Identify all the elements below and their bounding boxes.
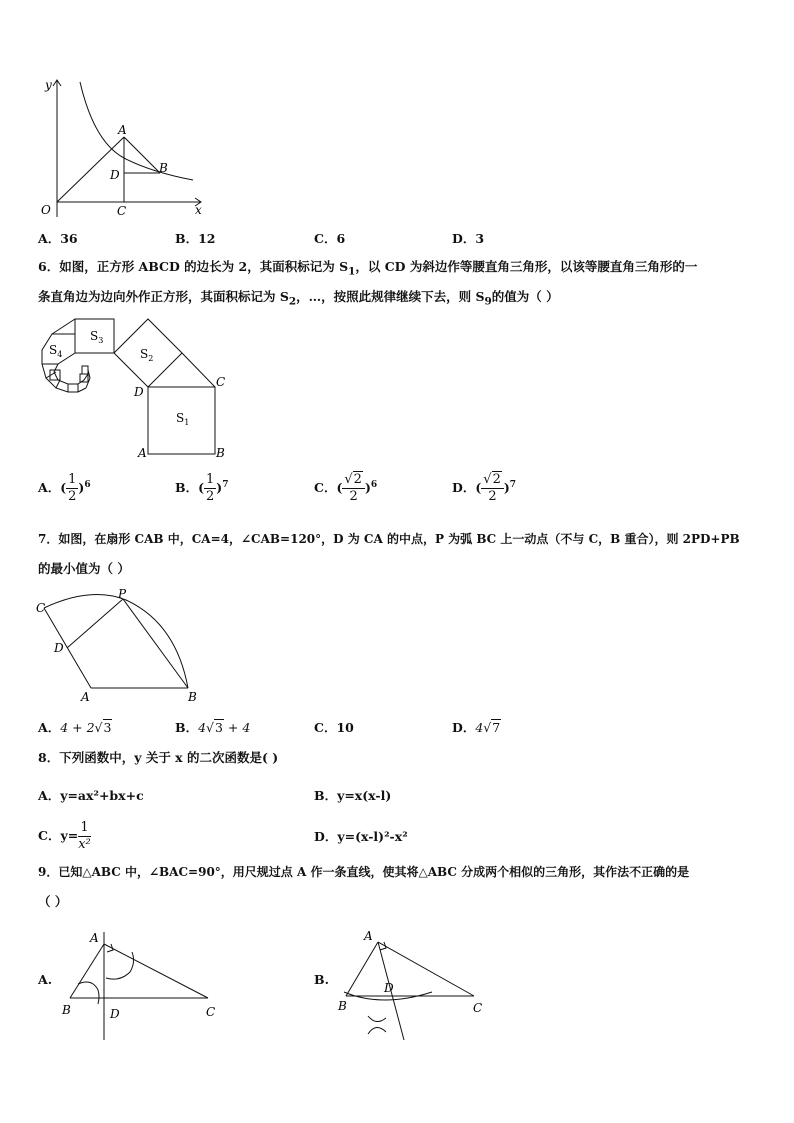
- q7-option-b-val: 4: [198, 720, 207, 735]
- q6-label-c: C: [216, 375, 226, 389]
- q6-stem-part3: 条直角边为边向外作正方形，其面积标记为 S: [38, 289, 289, 304]
- q7-option-a-label: A．: [38, 720, 61, 735]
- q8-stem: 8．下列函数中，y 关于 x 的二次函数是( ): [38, 750, 279, 765]
- q6-option-c-num: 2: [353, 472, 362, 487]
- q9-option-b-label: B.: [314, 972, 329, 987]
- q9a-label-a: A: [90, 931, 99, 945]
- q9-option-a-label: A.: [38, 972, 53, 987]
- q6-stem-line2: [38, 285, 763, 314]
- q5-label-o: O: [41, 203, 51, 217]
- q6-option-a-num: 1: [68, 472, 77, 487]
- q9-figure-a: [58, 922, 228, 1044]
- q6-stem: [38, 255, 763, 284]
- q6-option-a: A．( $\frac{1}{2}$ )$^6$: [38, 472, 91, 504]
- q6-option-d-den: 2: [488, 489, 497, 504]
- q6-label-a: A: [138, 446, 147, 460]
- q6-stem-sub1: 1: [348, 265, 356, 278]
- q6-label-s1-sub: 1: [184, 418, 190, 427]
- q6-option-b-label: B．: [175, 480, 199, 495]
- q6-option-d: D．( $\frac{√2}{2}$ )$^7$: [452, 472, 517, 504]
- q6-option-d-exp: 7: [509, 479, 517, 490]
- q9-stem-line2: （ ）: [38, 894, 68, 909]
- q5-figure: [36, 72, 216, 222]
- q9b-label-c: C: [473, 1001, 483, 1015]
- q6-label-s2: S: [140, 347, 149, 361]
- svg-text:S3: [90, 329, 103, 345]
- q6-option-b-exp: 7: [222, 479, 229, 490]
- q7-label-p: P: [118, 588, 127, 601]
- q7-option-d-val: 4: [475, 720, 484, 735]
- q6-label-d: D: [134, 385, 144, 399]
- q6-label-s3: S: [90, 329, 99, 343]
- q6-stem-part1: 6．如图，正方形 ABCD 的边长为 2，其面积标记为 S: [38, 259, 349, 274]
- q5-option-c: C．6: [314, 231, 346, 246]
- svg-text:S2: [140, 347, 153, 363]
- q6-option-b-num: 1: [206, 472, 215, 487]
- q6-option-a-den: 2: [68, 489, 77, 504]
- svg-text:S1: [176, 411, 189, 427]
- q9a-label-b: B: [62, 1003, 71, 1017]
- q5-label-x: x: [195, 203, 202, 217]
- q8-option-c-num: 1: [78, 820, 91, 837]
- q6-stem-part5: 的值为（ ）: [491, 289, 559, 304]
- q8-option-c-label: C．y=: [38, 828, 79, 843]
- q7-option-b-label: B．: [175, 720, 199, 735]
- q8-option-b: B．y=x(x-l): [314, 788, 392, 803]
- q9a-label-c: C: [206, 1005, 216, 1019]
- q7-label-a: A: [81, 690, 90, 704]
- q6-label-b: B: [216, 446, 225, 460]
- q7-option-b: B．4√3 + 4: [175, 720, 251, 735]
- q6-option-d-num: 2: [492, 472, 501, 487]
- q5-label-b: B: [159, 161, 168, 175]
- q6-label-s3-sub: 3: [98, 336, 104, 345]
- q5-label-a: A: [118, 123, 127, 137]
- q7-label-b: B: [188, 690, 197, 704]
- q6-option-a-label: A．: [38, 480, 61, 495]
- q5-option-a: A．36: [38, 231, 78, 246]
- q6-label-s1: S: [176, 411, 185, 425]
- q7-stem-line2: 的最小值为（ ）: [38, 561, 130, 576]
- q7-option-d: D．4√7: [452, 720, 501, 735]
- q6-option-d-label: D．: [452, 480, 476, 495]
- q8-option-c-den: x²: [78, 837, 91, 852]
- q9-stem-line1: 9．已知△ABC 中，∠BAC=90°，用尺规过点 A 作一条直线，使其将△ABC 分成两个相似的三角形，其作法不正确的是: [38, 865, 690, 879]
- q7-option-a: A．4 + 2√3: [38, 720, 112, 735]
- q7-figure: [36, 588, 206, 708]
- q5-label-y: y: [45, 78, 52, 92]
- q7-option-d-label: D．: [452, 720, 476, 735]
- q7-label-d: D: [54, 641, 64, 655]
- q7-option-b-rad: 3: [215, 720, 223, 735]
- q5-option-b: B．12: [175, 231, 216, 246]
- q9b-label-a: A: [364, 929, 373, 943]
- q8-option-d: D．y=(x-l)²-x²: [314, 829, 408, 844]
- q9-figure-b: [332, 922, 492, 1044]
- q7-option-d-rad: 7: [492, 720, 501, 735]
- q7-option-a-rad: 3: [103, 720, 112, 735]
- q6-option-c-den: 2: [349, 489, 358, 504]
- svg-text:S4: [49, 343, 62, 359]
- q7-option-b-tail: + 4: [223, 720, 251, 735]
- q6-stem-part2: ，以 CD 为斜边作等腰直角三角形，以该等腰直角三角形的一: [355, 259, 698, 274]
- q5-option-d: D．3: [452, 231, 485, 246]
- q6-option-c-label: C．: [314, 480, 337, 495]
- q7-option-a-val: 4 + 2: [60, 720, 95, 735]
- q6-option-c: C．( $\frac{√2}{2}$ )$^6$: [314, 472, 378, 504]
- q6-label-s4-sub: 4: [57, 350, 63, 359]
- q6-option-a-exp: 6: [84, 479, 91, 490]
- q6-stem-part4: ，…，按照此规律继续下去，则 S: [296, 289, 485, 304]
- q8-option-c: [38, 820, 91, 853]
- q6-stem-sub2: 2: [288, 295, 297, 308]
- q6-label-s4: S: [49, 343, 58, 357]
- q9b-label-d: D: [384, 981, 394, 995]
- q7-option-c: C．10: [314, 720, 354, 735]
- q5-label-d: D: [110, 168, 120, 182]
- q9b-label-b: B: [338, 999, 347, 1013]
- q8-option-a: A．y=ax²+bx+c: [38, 788, 144, 803]
- q6-figure: [36, 314, 236, 464]
- q6-stem-sub9: 9: [484, 295, 492, 308]
- q6-option-b-den: 2: [206, 489, 215, 504]
- q6-option-b: B．( $\frac{1}{2}$ )$^7$: [175, 472, 229, 504]
- q6-label-s2-sub: 2: [148, 354, 154, 363]
- q5-label-c: C: [117, 204, 127, 218]
- q6-option-c-exp: 6: [370, 479, 378, 490]
- q9a-label-d: D: [110, 1007, 120, 1021]
- q7-label-c: C: [36, 601, 46, 615]
- q7-stem-line1: 7．如图，在扇形 CAB 中，CA=4，∠CAB=120°，D 为 CA 的中点，P 为弧 BC 上一动点（不与 C，B 重合），则 2PD+PB: [38, 532, 740, 546]
